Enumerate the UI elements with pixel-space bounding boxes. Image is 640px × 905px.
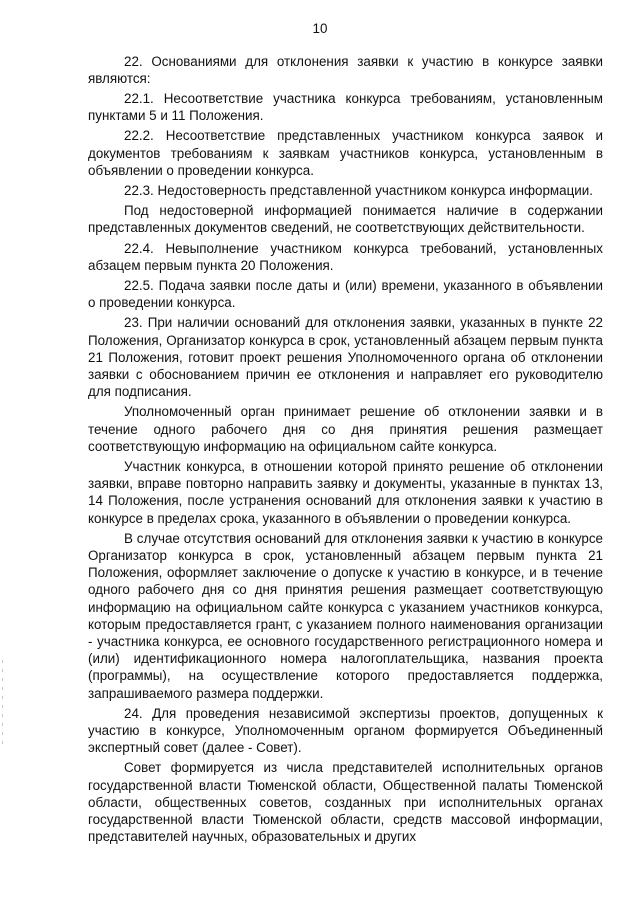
paragraph-22: 22. Основаниями для отклонения заявки к участию в конкурсе заявки являются: <box>88 53 603 86</box>
paragraph-22-1: 22.1. Несоответствие участника конкурса требованиям, установленным пунктами 5 и 11 Положения. <box>88 90 603 124</box>
document-body <box>88 53 603 849</box>
scan-edge-mark <box>2 660 3 750</box>
paragraph-22-4: 22.4. Невыполнение участником конкурса требований, установленных абзацем первым пункта 20 Положения. <box>88 240 603 273</box>
paragraph-24: 24. Для проведения независимой экспертизы проектов, допущенных к участию в конкурсе, Уполномоченным органом формируется Объединенный экспертный совет (далее - Совет). <box>88 705 603 756</box>
paragraph-council-composition: Совет формируется из числа представителей исполнительных органов государственной власти Тюменской области, Общественной палаты Тюменской области, общественных советов, созданных при исполнительных органах государственной власти Тюменской области, средств массовой информации, представителей научных, образовательных и других <box>88 760 603 845</box>
paragraph-22-3: 22.3. Недостоверность представленной участником конкурса информации. <box>124 182 593 198</box>
page-number: 10 <box>312 21 328 36</box>
paragraph-22-2: 22.2. Несоответствие представленных участником конкурса заявок и документов требованиям к заявкам участников конкурса, установленным в объявлении о проведении конкурса. <box>88 128 603 178</box>
paragraph-false-info-definition: Под недостоверной информацией понимается наличие в содержании представленных документов сведений, не соответствующих действительности. <box>88 203 603 236</box>
paragraph-admission-conclusion: В случае отсутствия оснований для отклонения заявки к участию в конкурсе Организатор конкурса в срок, установленный абзацем первым пункта 21 Положения, оформляет заключение о допуске к участию в конкурсе, и в течение одного рабочего дня со дня принятия решения размещает соответствующую информацию на официальном сайте конкурса с указанием участников конкурса, которым предоставляется грант, с указанием полного наименования организации - участника конкурса, ее основного государственного регистрационного номера и (или) идентификационного номера налогоплательщика, названия проекта (программы), на осуществление которого предоставляется поддержка, запрашиваемого размера поддержки. <box>88 530 603 701</box>
paragraph-22-5: 22.5. Подача заявки после даты и (или) времени, указанного в объявлении о проведении конкурса. <box>88 277 603 311</box>
paragraph-23: 23. При наличии оснований для отклонения заявки, указанных в пункте 22 Положения, Организатор конкурса в срок, установленный абзацем первым пункта 21 Положения, готовит проект решения Уполномоченного органа об отклонении заявки с обоснованием причин ее отклонения и направляет его руководителю для подписания. <box>88 315 603 400</box>
paragraph-resubmission: Участник конкурса, в отношении которой принято решение об отклонении заявки, вправе повторно направить заявку и документы, указанные в пунктах 13, 14 Положения, после устранения оснований для отклонения заявки к участию в конкурсе в пределах срока, указанного в объявлении о проведении конкурса. <box>88 458 603 526</box>
paragraph-rejection-decision: Уполномоченный орган принимает решение об отклонении заявки и в течение одного рабочего дня со дня принятия решения размещает соответствующую информацию на официальном сайте конкурса. <box>88 404 603 454</box>
